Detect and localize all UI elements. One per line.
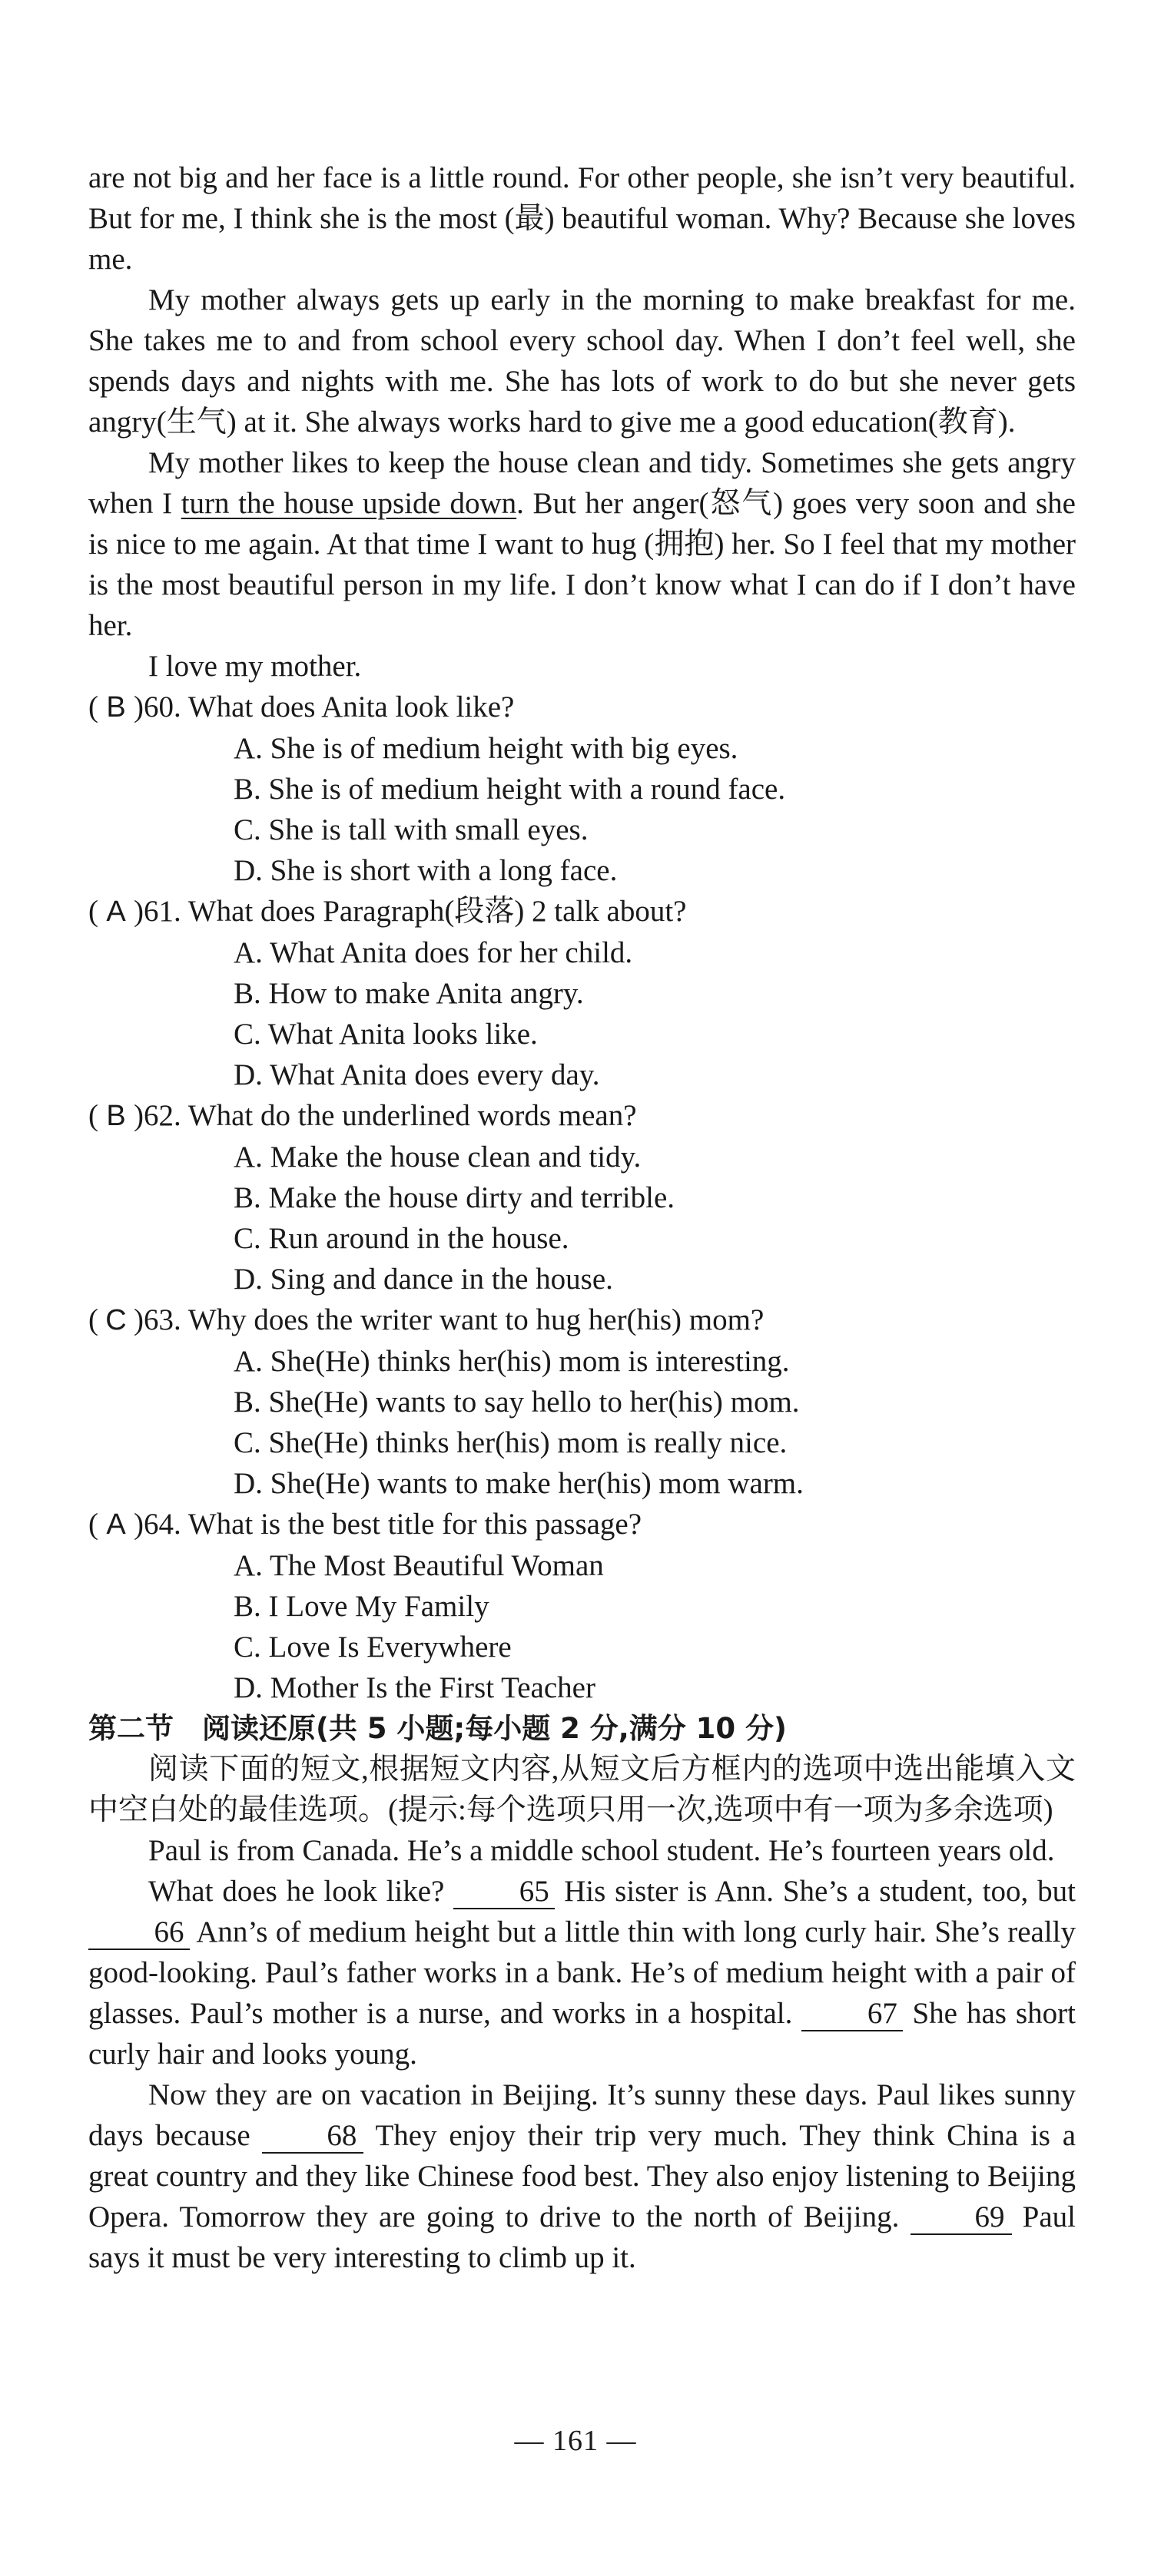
question-stem: ( A )61. What does Paragraph(段落) 2 talk about? (88, 891, 1076, 932)
question-63 (88, 1300, 1076, 1504)
option-a: A. The Most Beautiful Woman (234, 1549, 604, 1582)
paragraph-2-before: My mother likes to keep the house clean and tidy. Sometimes she gets angry when I (88, 446, 1076, 520)
paragraph-2-after: . But her anger(怒气) goes very soon and she is nice to me again. At that time I want to hug (拥抱) her. So I feel that my mother is the most beautiful person in my life. I don’t know what I can do if I don’t have her. (88, 487, 1076, 642)
question-stem: ( B )62. What do the underlined words mean? (88, 1095, 1076, 1137)
blank-66[interactable]: 66 (88, 1916, 190, 1950)
option-d: D. Mother Is the First Teacher (234, 1671, 595, 1704)
option-a: A. She is of medium height with big eyes. (234, 732, 738, 765)
option-b: B. I Love My Family (234, 1590, 489, 1623)
question-stem: ( B )60. What does Anita look like? (88, 687, 1076, 728)
option-c: C. Love Is Everywhere (234, 1631, 512, 1664)
option-c: C. What Anita looks like. (234, 1018, 538, 1051)
option-a: A. Make the house clean and tidy. (234, 1141, 642, 1174)
question-text: 64. What is the best title for this passage? (144, 1508, 642, 1541)
option-b: B. She(He) wants to say hello to her(his) mom. (234, 1386, 800, 1419)
section-heading: 第二节 阅读还原(共 5 小题;每小题 2 分,满分 10 分) (88, 1712, 787, 1745)
sentence: They enjoy their trip very much. They think China is a great country and they like Chinese food best. They also enjoy listening to Beijing Opera. Tomorrow they are going to drive to the north of Beijing. (88, 2119, 1076, 2233)
question-text: 60. What does Anita look like? (144, 690, 515, 723)
option-c: C. She is tall with small eyes. (234, 813, 589, 846)
page-number: — 161 — (514, 2425, 637, 2457)
question-61 (88, 891, 1076, 1095)
option-c: C. Run around in the house. (234, 1222, 569, 1255)
option-b: B. Make the house dirty and terrible. (234, 1181, 675, 1214)
sentence: She has short curly hair and looks young. (88, 1997, 1076, 2071)
option-d: D. What Anita does every day. (234, 1058, 600, 1091)
question-64 (88, 1504, 1076, 1708)
sentence: Ann’s of medium height but a little thin with long curly hair. She’s really good-looking. Paul’s father works in a bank. He’s of medium height with a pair of glasses. Paul’s mother is a nurse, and works in a hospital. (88, 1915, 1076, 2030)
question-62 (88, 1095, 1076, 1300)
question-text: 63. Why does the writer want to hug her(his) mom? (144, 1303, 765, 1336)
passage-a-paragraph-3: I love my mother. (148, 650, 362, 683)
passage-b-paragraph-1: Paul is from Canada. He’s a middle school student. He’s fourteen years old. (148, 1834, 1055, 1867)
question-60 (88, 687, 1076, 891)
question-stem: ( A )64. What is the best title for this passage? (88, 1504, 1076, 1545)
option-a: A. She(He) thinks her(his) mom is interesting. (234, 1345, 790, 1378)
option-c: C. She(He) thinks her(his) mom is really nice. (234, 1426, 788, 1459)
sentence: His sister is Ann. She’s a student, too, but (564, 1875, 1076, 1908)
sentence: Now they are on vacation in Beijing. It’s sunny these days. Paul likes sunny days because (88, 2078, 1076, 2152)
blank-68[interactable]: 68 (262, 2120, 363, 2154)
option-d: D. She(He) wants to make her(his) mom warm. (234, 1467, 804, 1500)
answer-letter: B (106, 1100, 126, 1132)
option-b: B. How to make Anita angry. (234, 977, 584, 1010)
answer-letter: A (106, 1508, 126, 1541)
option-d: D. Sing and dance in the house. (234, 1263, 613, 1296)
sentence: Paul says it must be very interesting to climb up it. (88, 2200, 1076, 2274)
underlined-phrase: turn the house upside down (181, 487, 517, 520)
passage-b-paragraph-3 (88, 2074, 1076, 2278)
section-instructions: 阅读下面的短文,根据短文内容,从短文后方框内的选项中选出能填入文中空白处的最佳选项。(提示:每个选项只用一次,选项中有一项为多余选项) (88, 1753, 1076, 1826)
option-a: A. What Anita does for her child. (234, 936, 633, 969)
content-column (88, 157, 1076, 2278)
question-text: 61. What does Paragraph(段落) 2 talk about? (144, 895, 687, 928)
sentence: What does he look like? (148, 1875, 445, 1908)
passage-b-paragraph-2 (88, 1871, 1076, 2074)
passage-a-paragraph-2 (88, 442, 1076, 646)
question-stem: ( C )63. Why does the writer want to hug her(his) mom? (88, 1300, 1076, 1341)
passage-a-paragraph-0: are not big and her face is a little round. For other people, she isn’t very beautiful. But for me, I think she is the most (最) beautiful woman. Why? Because she loves me. (88, 161, 1076, 276)
blank-69[interactable]: 69 (911, 2201, 1012, 2235)
answer-letter: A (106, 896, 126, 928)
answer-letter: B (106, 691, 126, 723)
passage-a-paragraph-1: My mother always gets up early in the morning to make breakfast for me. She takes me to and from school every school day. When I don’t feel well, she spends days and nights with me. She has lots of work to do but she never gets angry(生气) at it. She always works hard to give me a good education(教育). (88, 283, 1076, 439)
option-b: B. She is of medium height with a round face. (234, 773, 786, 806)
question-text: 62. What do the underlined words mean? (144, 1099, 637, 1132)
blank-65[interactable]: 65 (453, 1876, 555, 1909)
blank-67[interactable]: 67 (801, 1998, 903, 2031)
option-d: D. She is short with a long face. (234, 854, 618, 887)
answer-letter: C (105, 1304, 127, 1336)
